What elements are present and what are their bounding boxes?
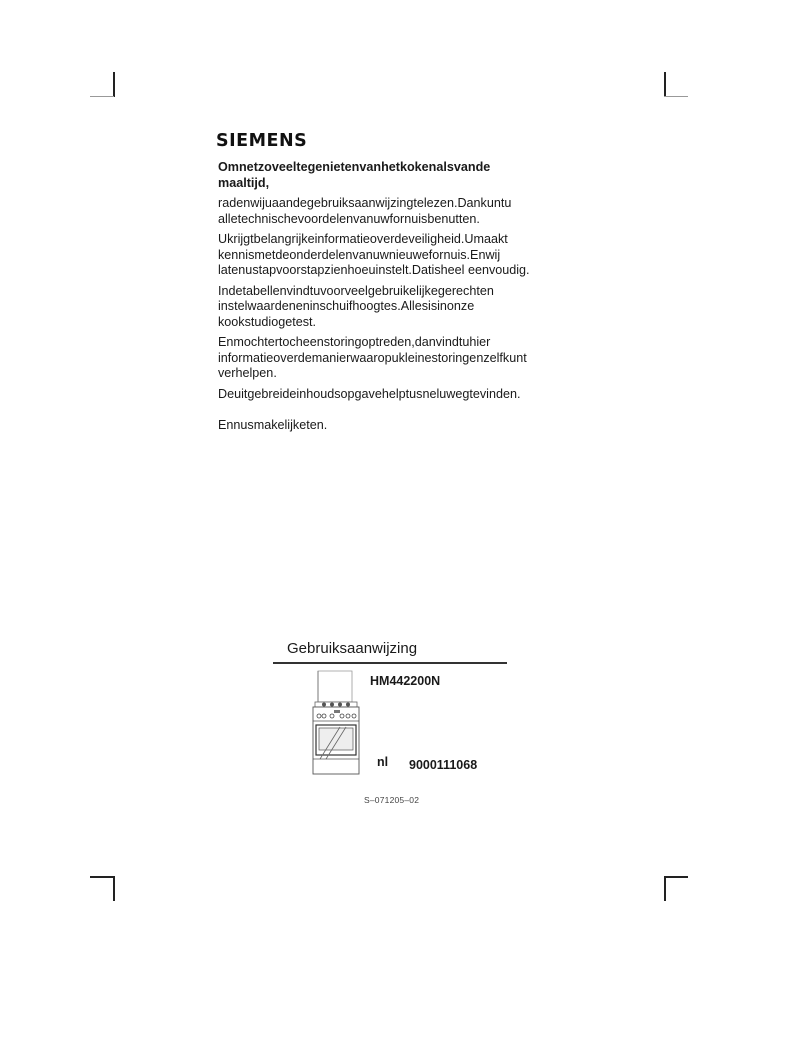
- crop-mark-bottom-left-v: [113, 876, 115, 901]
- brand-logo: SIEMENS: [216, 131, 308, 151]
- stove-illustration-icon: [312, 669, 360, 775]
- cover-title: Gebruiksaanwijzing: [287, 640, 418, 657]
- model-number: HM442200N: [370, 674, 441, 688]
- crop-mark-bottom-left-h: [90, 876, 114, 878]
- crop-mark-top-left-h: [90, 96, 114, 97]
- crop-mark-top-right-h: [664, 96, 688, 97]
- intro-paragraph: Ukrijgtbelangrijkeinformatieoverdeveiligheid.Umaakt kennismetdeonderdelenvanuwnieuwefornuis.Enwij latenustapvoorstapzienhoeuinstelt.Datisheel eenvoudig.: [218, 232, 530, 277]
- crop-mark-top-left-v: [113, 72, 115, 97]
- intro-paragraph: Indetabellenvindtuvoorveelgebruikelijkegerechten instelwaardeneninschuifhoogtes.Allesisinonze kookstudiogetest.: [218, 283, 494, 329]
- intro-text: [218, 160, 538, 439]
- intro-paragraph: Enmochtertocheenstoringoptreden,danvindtuhier informatieoverdemanierwaaropukleinestoringenzelfkunt verhelpen.: [218, 335, 527, 380]
- crop-mark-bottom-right-h: [664, 876, 688, 878]
- part-number: 9000111068: [409, 758, 478, 772]
- language-code: nl: [377, 755, 389, 769]
- crop-mark-top-right-v: [664, 72, 666, 97]
- intro-paragraph: radenwijuaandegebruiksaanwijzingtelezen.Dankuntu alletechnischevoordelenvanuwfornuisbenutten.: [218, 196, 512, 226]
- intro-closing: Ennusmakelijketen.: [218, 418, 328, 432]
- intro-paragraph: Deuitgebreideinhoudsopgavehelptusneluwegtevinden.: [218, 386, 521, 401]
- intro-lead: Omnetzoveeltegenietenvanhetkokenalsvande maaltijd,: [218, 160, 491, 190]
- cover-divider: [273, 662, 507, 664]
- crop-mark-bottom-right-v: [664, 876, 666, 901]
- document-id: S–071205–02: [364, 795, 420, 805]
